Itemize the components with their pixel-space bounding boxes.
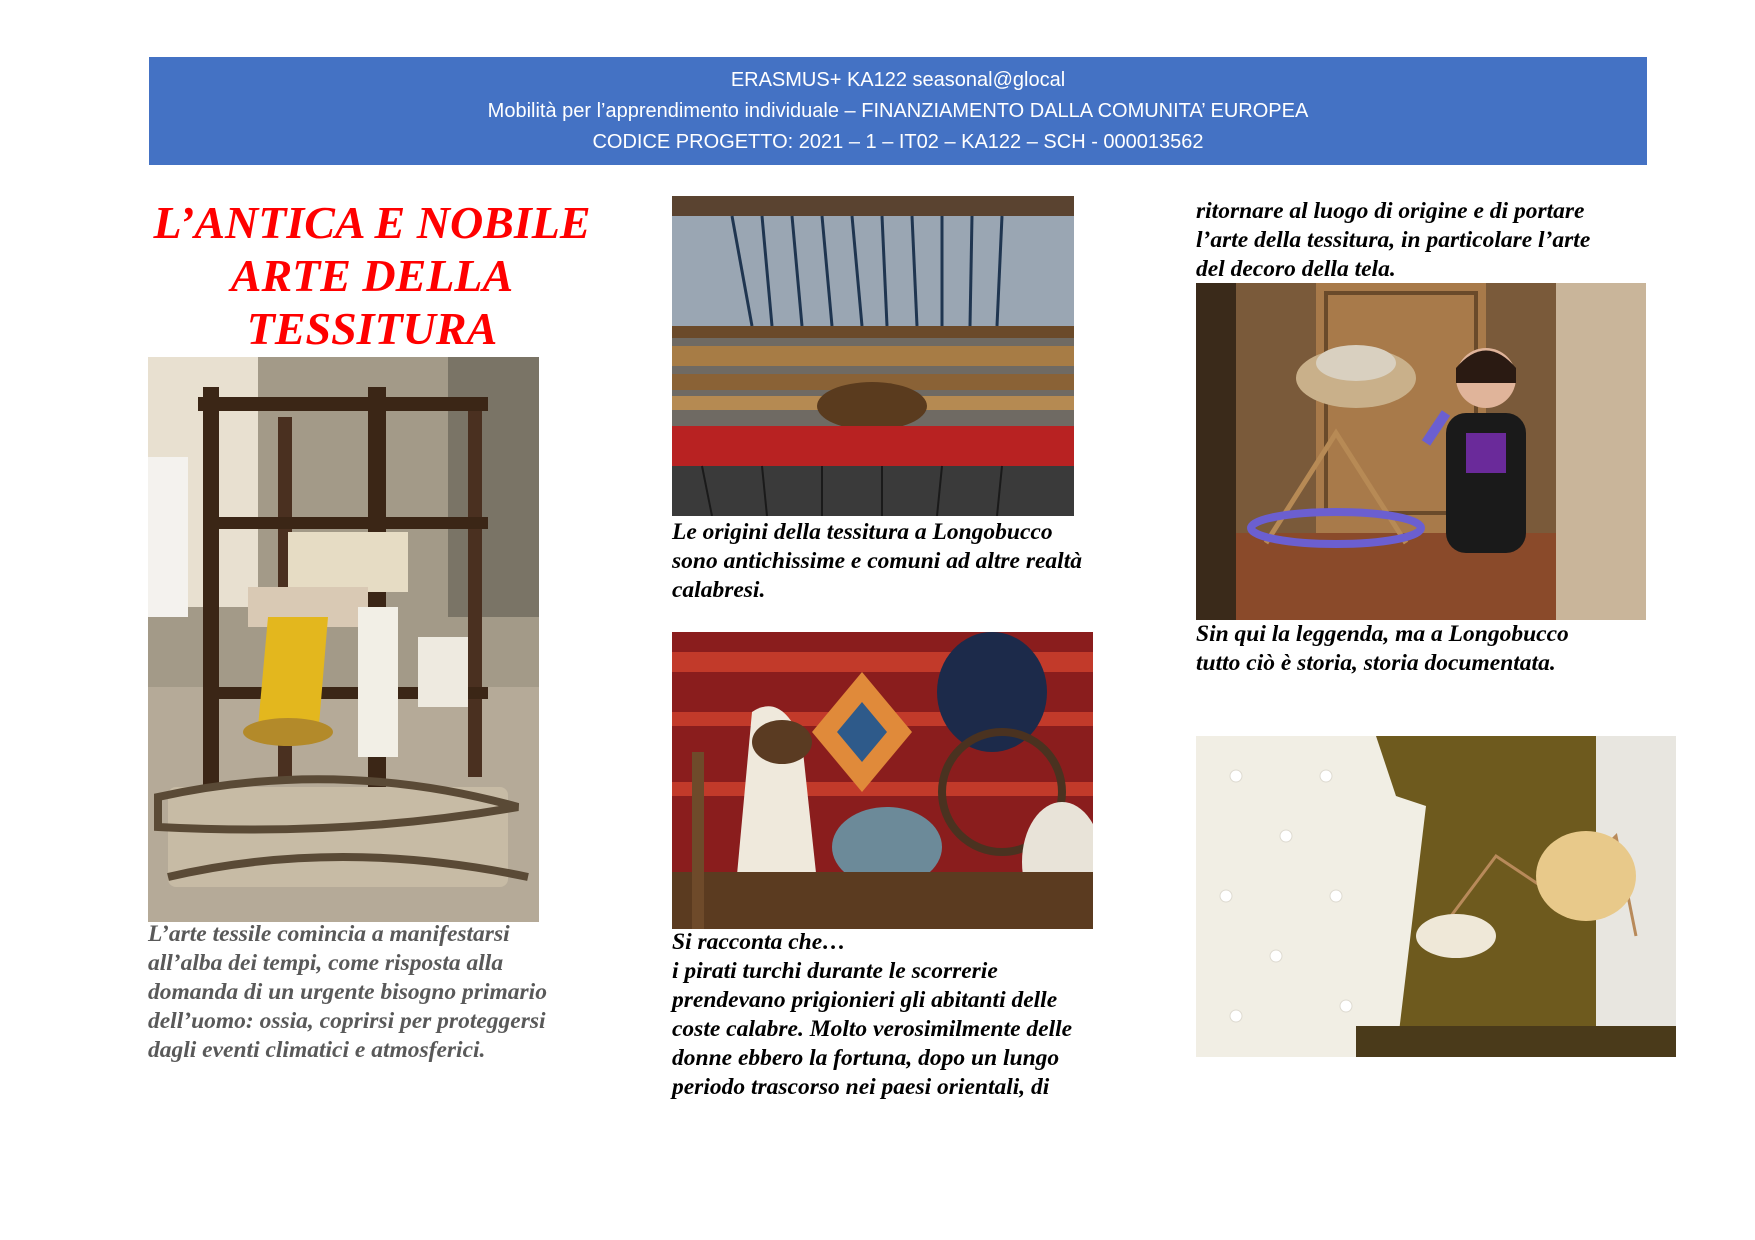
weaver-woman-photo xyxy=(1196,283,1646,620)
col1-text-line: domanda di un urgente bisogno primario xyxy=(148,979,547,1005)
title-line-2: ARTE DELLA xyxy=(230,250,514,301)
spinning-wheel-photo xyxy=(672,632,1093,929)
col1-text xyxy=(148,920,547,1065)
col2-caption-2-line: donne ebbero la fortuna, dopo un lungo xyxy=(672,1045,1060,1071)
col2-caption-2-line: prendevano prigionieri gli abitanti delle xyxy=(672,987,1058,1013)
col3-caption-2-line: Sin qui la leggenda, ma a Longobucco xyxy=(1196,621,1569,647)
header-banner xyxy=(149,57,1647,165)
title-line-3: TESSITURA xyxy=(246,303,498,354)
col3-caption-2-line: tutto ciò è storia, storia documentata. xyxy=(1196,650,1556,676)
header-line-2: Mobilità per l’apprendimento individuale – FINANZIAMENTO DALLA COMUNITA’ EUROPEA xyxy=(487,100,1309,122)
col2-caption-2-line: periodo trascorso nei paesi orientali, di xyxy=(672,1074,1050,1100)
col3-caption-1-line: del decoro della tela. xyxy=(1196,256,1396,282)
warp-threads-photo xyxy=(672,196,1074,516)
page-title xyxy=(132,196,612,355)
col2-caption-1-line: Le origini della tessitura a Longobucco xyxy=(672,519,1053,545)
embroidered-cloth-photo xyxy=(1196,736,1676,1057)
col3-caption-1-line: ritornare al luogo di origine e di portare xyxy=(1196,198,1585,224)
title-line-1: L’ANTICA E NOBILE xyxy=(153,197,591,248)
col1-text-line: L’arte tessile comincia a manifestarsi xyxy=(148,921,510,947)
col2-caption-2-line: i pirati turchi durante le scorrerie xyxy=(672,958,998,984)
col3-caption-1 xyxy=(1196,197,1590,284)
col3-caption-2 xyxy=(1196,620,1569,678)
col2-caption-1-line: calabresi. xyxy=(672,577,766,603)
header-line-3: CODICE PROGETTO: 2021 – 1 – IT02 – KA122 – SCH - 000013562 xyxy=(592,131,1204,153)
col3-caption-1-line: l’arte della tessitura, in particolare l’arte xyxy=(1196,227,1591,253)
col1-text-line: dagli eventi climatici e atmosferici. xyxy=(148,1037,486,1063)
col2-caption-2-line: coste calabre. Molto verosimilmente delle xyxy=(672,1016,1073,1042)
col1-text-line: all’alba dei tempi, come risposta alla xyxy=(148,950,504,976)
loom-photo xyxy=(148,357,539,922)
col2-caption-2 xyxy=(672,928,1072,1102)
col2-caption-2-line: Si racconta che… xyxy=(672,929,846,955)
col2-caption-1-line: sono antichissime e comuni ad altre realtà xyxy=(672,548,1082,574)
header-line-1: ERASMUS+ KA122 seasonal@glocal xyxy=(730,69,1066,91)
col2-caption-1 xyxy=(672,518,1082,605)
col1-text-line: dell’uomo: ossia, coprirsi per proteggersi xyxy=(148,1008,546,1034)
